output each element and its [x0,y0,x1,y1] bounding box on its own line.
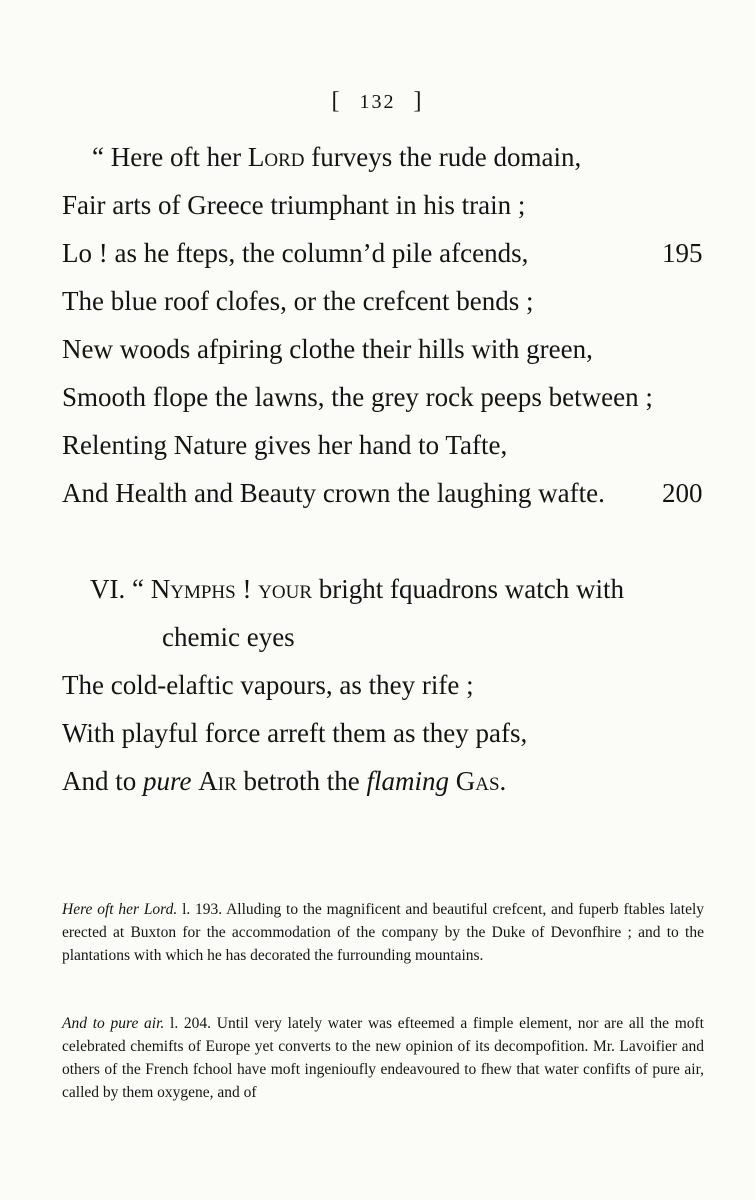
verse-line-8: And Health and Beauty crown the laughing wafte. [62,478,605,508]
verse-line-7: Relenting Nature gives her hand to Tafte, [62,430,508,460]
footnote-193 [62,898,704,967]
footnote-lemma: Here oft her Lord. [62,901,178,918]
page-number: 132 [359,91,396,113]
verse-line-1: “ Here oft her Lord furveys the rude domain, [92,142,582,172]
footnote-text: l. 193. Alluding to the magnificent and beautiful crefcent, and fuperb ftables lately erected at Buxton for the accommodation of the company by the Duke of Devonfhire ; and to the plantations with which he has decorated the furrounding mountains. [62,901,705,964]
section-line-3: With playful force arreft them as they pafs, [62,718,528,748]
footnote-text: l. 204. Until very lately water was efteemed a fimple element, nor are all the moft celebrated chemifts of Europe yet converts to the new opinion of its decompofition. Mr. Lavoifier and others of the French fchool have moft ingenioufly endeavoured to fhew that water confifts of pure air, called by them oxygene, and of [62,1015,704,1101]
section-line-2: The cold-elaftic vapours, as they rife ; [62,670,474,700]
page-header [0,88,755,115]
section-heading-continuation: chemic eyes [162,622,295,652]
section-heading-line: VI. “ Nymphs ! your bright fquadrons watch with [90,574,624,604]
line-number-200: 200 [662,478,703,508]
verse-line-5: New woods afpiring clothe their hills with green, [62,334,593,364]
footnote-204 [62,1012,704,1104]
verse-line-3: Lo ! as he fteps, the column’d pile afcends, [62,238,529,268]
footnote-lemma: And to pure air. [62,1015,165,1032]
line-number-195: 195 [662,238,703,268]
section-numeral: VI. [90,574,126,604]
verse-line-4: The blue roof clofes, or the crefcent bends ; [62,286,534,316]
bracket-close: ] [413,88,424,114]
bracket-open: [ [331,88,342,114]
verse-line-2: Fair arts of Greece triumphant in his train ; [62,190,526,220]
section-line-4: And to pure Air betroth the flaming Gas. [62,766,507,796]
verse-line-6: Smooth flope the lawns, the grey rock peeps between ; [62,382,653,412]
